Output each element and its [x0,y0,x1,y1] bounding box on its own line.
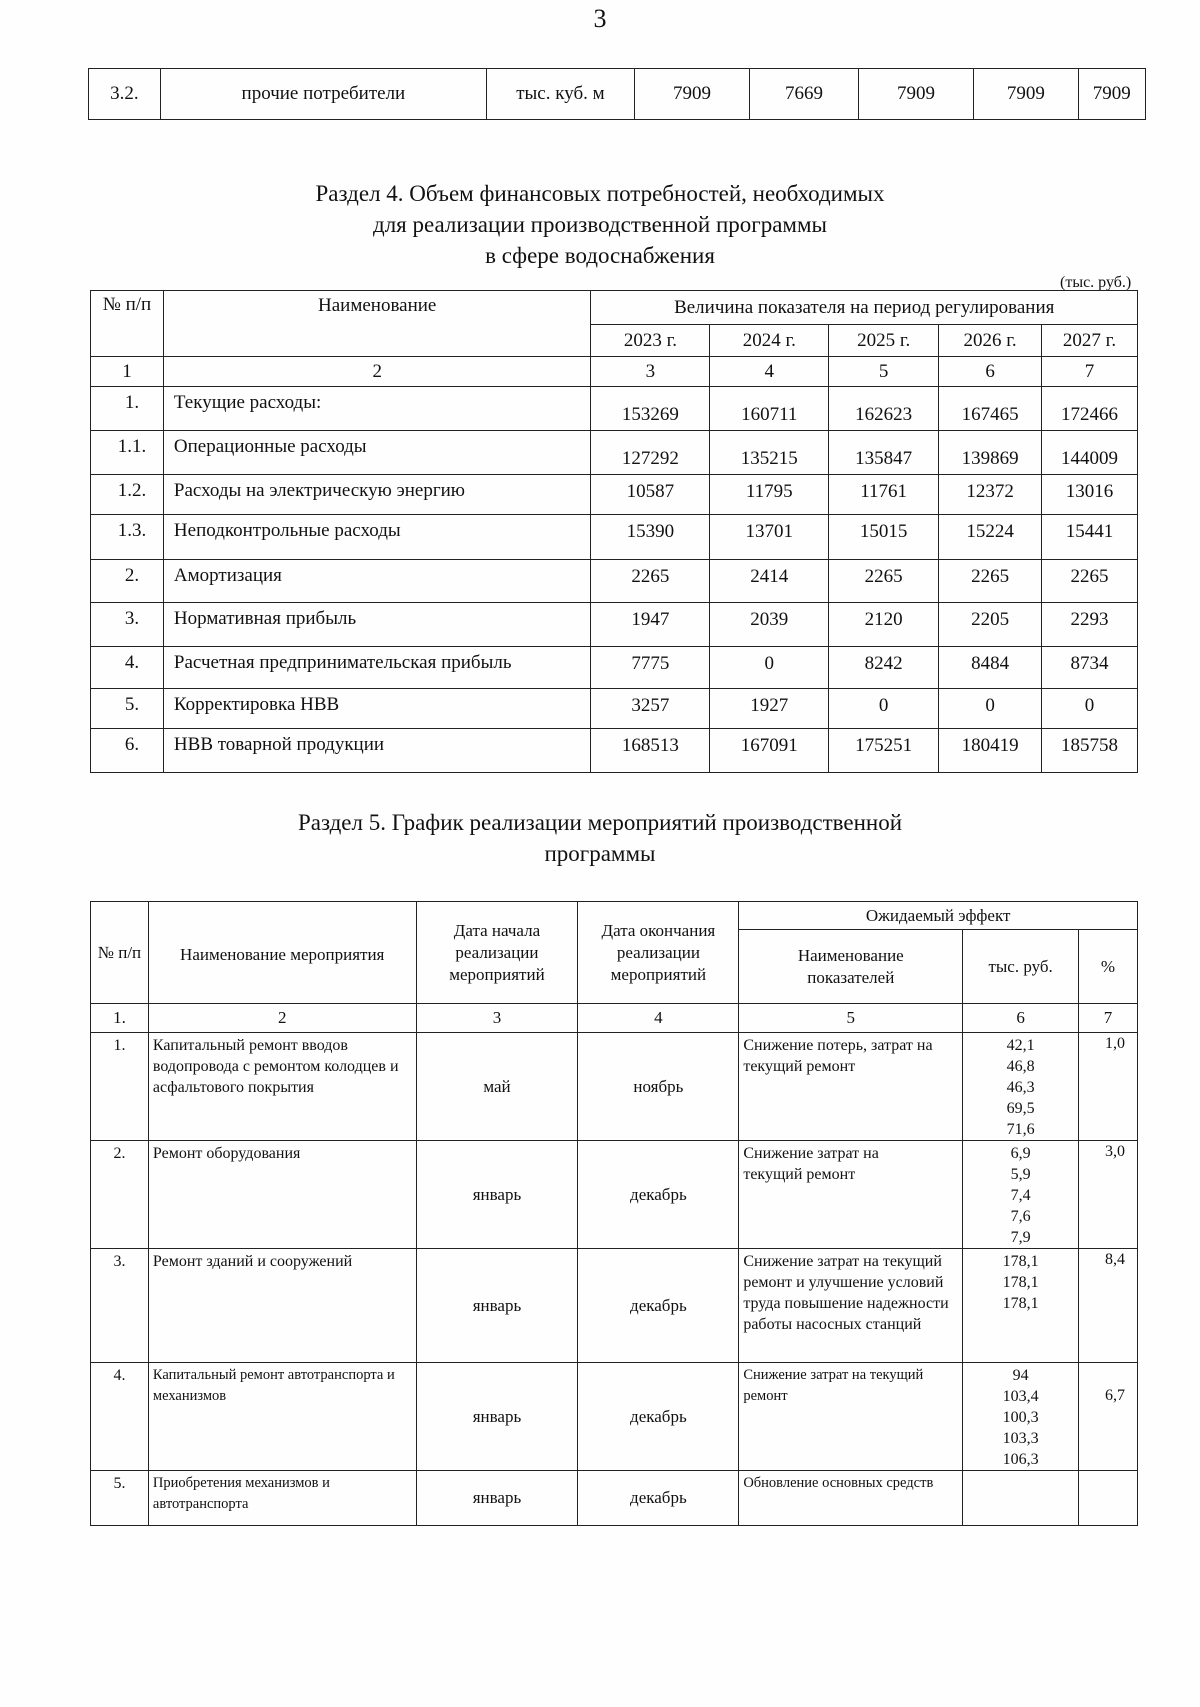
row-number: 1.1. [91,431,164,475]
row-end: декабрь [578,1363,739,1471]
row-name: Неподконтрольные расходы [163,515,591,560]
header-year: 2023 г. [591,325,710,357]
rub-value: 6,9 [1010,1145,1031,1162]
schedule-table [90,901,1138,1526]
financial-needs-table [90,290,1138,773]
rub-value: 178,1 [1002,1274,1039,1291]
row-number: 6. [91,729,164,773]
header-rub: тыс. руб. [963,930,1079,1004]
header-num: № п/п [91,291,164,357]
title-line: в сфере водоснабжения [485,243,715,268]
row-number: 2. [91,560,164,603]
row-value: 8484 [939,647,1042,689]
table-row [91,1033,1138,1141]
table-row [91,1249,1138,1363]
rub-value: 7,4 [1010,1187,1031,1204]
row-value: 162623 [829,387,939,431]
row-value: 15390 [591,515,710,560]
row-pct [1079,1471,1138,1526]
row-value: 175251 [829,729,939,773]
row-value: 0 [710,647,829,689]
row-value: 0 [939,689,1042,729]
col-number: 1 [91,357,164,387]
row-value: 7909 [974,69,1078,120]
col-number: 6 [963,1004,1079,1033]
col-number: 2 [163,357,591,387]
row-value: 2293 [1042,603,1138,647]
rub-value: 71,6 [1006,1121,1035,1138]
row-rub [963,1363,1079,1471]
row-value: 13016 [1042,475,1138,515]
row-value: 7775 [591,647,710,689]
row-value: 7909 [858,69,973,120]
row-number: 2. [91,1141,149,1249]
row-value: 185758 [1042,729,1138,773]
row-value: 15224 [939,515,1042,560]
row-name: Ремонт зданий и сооружений [148,1249,416,1363]
row-value: 168513 [591,729,710,773]
table-row [91,729,1138,773]
row-number: 3.2. [89,69,161,120]
page-number: 3 [593,4,607,33]
row-end: декабрь [578,1141,739,1249]
row-value: 3257 [591,689,710,729]
row-value: 12372 [939,475,1042,515]
row-name: НВВ товарной продукции [163,729,591,773]
header-end: Дата окончания реализации мероприятий [578,902,739,1004]
row-value: 15441 [1042,515,1138,560]
col-number: 7 [1042,357,1138,387]
rub-value: 103,4 [1002,1388,1039,1405]
table-row [91,431,1138,475]
row-number: 4. [91,1363,149,1471]
row-name: Капитальный ремонт вводов водопровода с ремонтом колодцев и асфальтового покрытия [148,1033,416,1141]
rub-value: 69,5 [1006,1100,1035,1117]
table-row [91,603,1138,647]
row-name: Амортизация [163,560,591,603]
header-row [91,291,1138,325]
row-name: Расчетная предпринимательская прибыль [163,647,591,689]
row-number: 5. [91,689,164,729]
header-indicator: Наименование показателей [739,930,963,1004]
col-number: 4 [710,357,829,387]
row-value: 2265 [829,560,939,603]
row-indicator: Снижение затрат на текущий ремонт [739,1141,963,1249]
row-name: Нормативная прибыль [163,603,591,647]
row-value: 160711 [710,387,829,431]
table-row [91,560,1138,603]
row-pct: 1,0 [1079,1033,1138,1141]
header-name: Наименование [163,291,591,357]
row-value: 167091 [710,729,829,773]
row-value: 2120 [829,603,939,647]
row-value: 0 [1042,689,1138,729]
column-numbers-row [91,1004,1138,1033]
col-number: 1. [91,1004,149,1033]
row-value: 8242 [829,647,939,689]
row-value: 8734 [1042,647,1138,689]
header-row [91,902,1138,930]
header-pct: % [1079,930,1138,1004]
row-value: 2039 [710,603,829,647]
rub-value: 94 [1012,1367,1029,1384]
row-name: Корректировка НВВ [163,689,591,729]
table-row [91,647,1138,689]
row-number: 1. [91,1033,149,1141]
row-value: 1947 [591,603,710,647]
continuation-table [88,68,1146,120]
row-rub [963,1141,1079,1249]
row-end: ноябрь [578,1033,739,1141]
row-number: 3. [91,603,164,647]
row-name: Капитальный ремонт автотранспорта и механизмов [148,1363,416,1471]
table-row [91,689,1138,729]
row-pct: 6,7 [1079,1363,1138,1471]
rub-value: 100,3 [1002,1409,1039,1426]
rub-value: 7,9 [1010,1229,1031,1246]
row-name: Ремонт оборудования [148,1141,416,1249]
row-name: Приобретения механизмов и автотранспорта [148,1471,416,1526]
section5-title [0,807,1200,869]
row-value: 2205 [939,603,1042,647]
rub-value: 5,9 [1010,1166,1031,1183]
table-row [91,1363,1138,1471]
rub-value: 103,3 [1002,1430,1039,1447]
table-row [91,475,1138,515]
row-unit: тыс. куб. м [487,69,635,120]
row-value: 144009 [1042,431,1138,475]
header-year: 2027 г. [1042,325,1138,357]
row-value: 7669 [750,69,859,120]
row-name: Текущие расходы: [163,387,591,431]
row-number: 3. [91,1249,149,1363]
row-value: 7909 [634,69,749,120]
rub-value: 178,1 [1002,1253,1039,1270]
col-number: 4 [578,1004,739,1033]
row-indicator: Снижение затрат на текущий ремонт [739,1363,963,1471]
row-rub [963,1471,1079,1526]
col-number: 2 [148,1004,416,1033]
row-number: 1.2. [91,475,164,515]
row-value: 135847 [829,431,939,475]
row-start: январь [416,1141,578,1249]
row-indicator: Снижение затрат на текущий ремонт и улучшение условий труда повышение надежности работы насосных станций [739,1249,963,1363]
row-value: 11761 [829,475,939,515]
row-number: 5. [91,1471,149,1526]
table-row [91,515,1138,560]
row-name: Операционные расходы [163,431,591,475]
rub-value: 106,3 [1002,1451,1039,1468]
title-line: программы [544,841,656,866]
row-value: 127292 [591,431,710,475]
row-number: 4. [91,647,164,689]
row-value: 135215 [710,431,829,475]
table-row [89,69,1146,120]
rub-value: 178,1 [1002,1295,1039,1312]
rub-value: 42,1 [1006,1037,1035,1054]
row-value: 0 [829,689,939,729]
row-value: 2265 [939,560,1042,603]
row-value: 7909 [1078,69,1145,120]
table-row [91,1471,1138,1526]
row-indicator: Снижение потерь, затрат на текущий ремонт [739,1033,963,1141]
row-value: 2265 [1042,560,1138,603]
column-numbers-row [91,357,1138,387]
row-value: 11795 [710,475,829,515]
rub-value: 46,3 [1006,1079,1035,1096]
row-pct: 3,0 [1079,1141,1138,1249]
title-line: Раздел 4. Объем финансовых потребностей, необходимых [315,181,885,206]
col-number: 3 [416,1004,578,1033]
row-value: 172466 [1042,387,1138,431]
row-rub [963,1033,1079,1141]
row-value: 13701 [710,515,829,560]
header-year: 2025 г. [829,325,939,357]
table-row [91,387,1138,431]
row-value: 180419 [939,729,1042,773]
header-effect: Ожидаемый эффект [739,902,1138,930]
header-num: № п/п [91,902,149,1004]
rub-value: 7,6 [1010,1208,1031,1225]
row-indicator: Обновление основных средств [739,1471,963,1526]
row-end: декабрь [578,1249,739,1363]
header-year: 2026 г. [939,325,1042,357]
row-pct: 8,4 [1079,1249,1138,1363]
row-value: 139869 [939,431,1042,475]
header-period: Величина показателя на период регулирования [591,291,1138,325]
table-row [91,1141,1138,1249]
unit-note: (тыс. руб.) [1060,274,1132,291]
row-number: 1. [91,387,164,431]
row-value: 10587 [591,475,710,515]
row-rub [963,1249,1079,1363]
section4-title [0,178,1200,271]
row-end: декабрь [578,1471,739,1526]
row-value: 2265 [591,560,710,603]
header-year: 2024 г. [710,325,829,357]
header-name: Наименование мероприятия [148,902,416,1004]
col-number: 5 [739,1004,963,1033]
col-number: 7 [1079,1004,1138,1033]
header-start: Дата начала реализации мероприятий [416,902,578,1004]
row-value: 1927 [710,689,829,729]
rub-value: 46,8 [1006,1058,1035,1075]
row-value: 2414 [710,560,829,603]
col-number: 6 [939,357,1042,387]
col-number: 5 [829,357,939,387]
row-start: январь [416,1471,578,1526]
row-start: январь [416,1363,578,1471]
row-start: май [416,1033,578,1141]
row-name: Расходы на электрическую энергию [163,475,591,515]
row-name: прочие потребители [160,69,486,120]
row-value: 153269 [591,387,710,431]
title-line: Раздел 5. График реализации мероприятий производственной [297,810,903,835]
title-line: для реализации производственной программы [373,212,827,237]
row-value: 167465 [939,387,1042,431]
row-start: январь [416,1249,578,1363]
row-number: 1.3. [91,515,164,560]
row-value: 15015 [829,515,939,560]
col-number: 3 [591,357,710,387]
